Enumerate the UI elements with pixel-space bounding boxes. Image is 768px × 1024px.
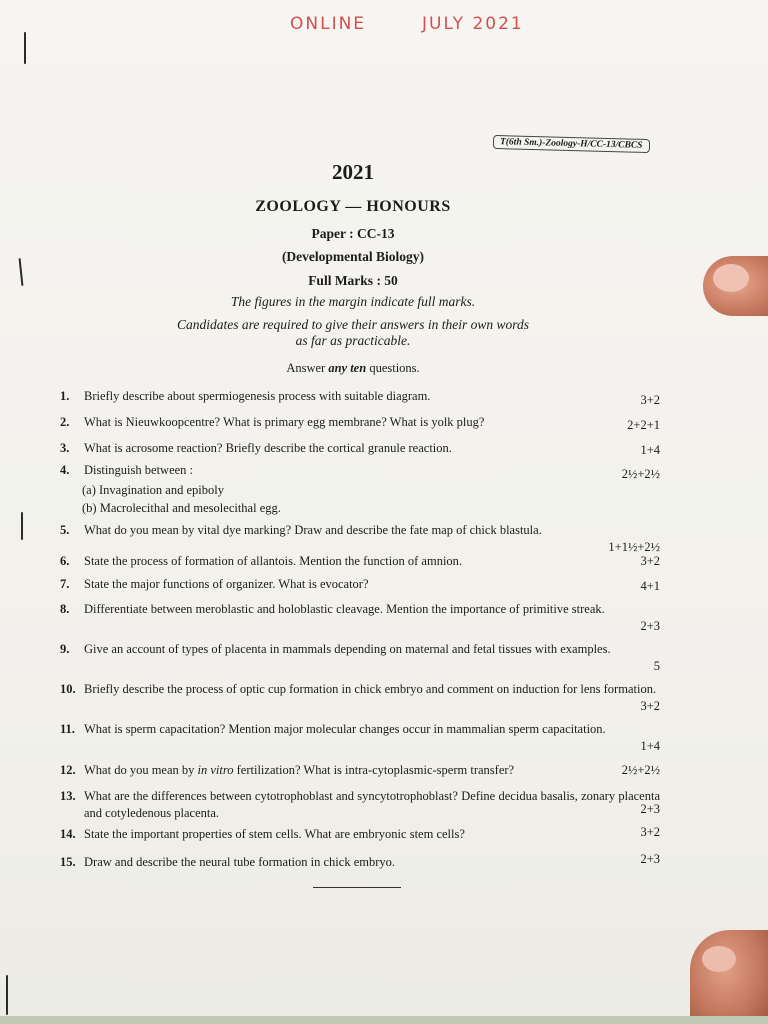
question-number: 15. — [60, 855, 76, 869]
question-text: Differentiate between meroblastic and holoblastic cleavage. Mention the importance of primitive streak. — [84, 602, 605, 616]
handwritten-note-date: JULY 2021 — [422, 14, 524, 34]
question-number: 2. — [60, 415, 70, 429]
question-text: State the process of formation of allantois. Mention the function of amnion. — [84, 554, 463, 568]
paper-code-box: T(6th Sm.)-Zoology-H/CC-13/CBCS — [493, 135, 650, 153]
margin-mark — [6, 975, 8, 1015]
margin-mark — [24, 32, 26, 64]
question-text: What do you mean by vital dye marking? Draw and describe the fate map of chick blastula. — [84, 523, 542, 537]
paper-title: (Developmental Biology) — [281, 249, 425, 264]
question-number: 12. — [60, 763, 76, 777]
question-number: 7. — [60, 577, 70, 591]
question-number: 14. — [60, 827, 76, 841]
paper-number: Paper : CC-13 — [311, 226, 395, 241]
question-text: What is Nieuwkoopcentre? What is primary egg membrane? What is yolk plug? — [84, 415, 485, 429]
margin-mark — [21, 512, 23, 540]
question-marks: 2+3 — [640, 802, 660, 816]
subject-title: ZOOLOGY — HONOURS — [255, 198, 451, 215]
finger-photo-right — [703, 256, 768, 316]
fingernail — [713, 264, 749, 292]
question-marks: 2+3 — [640, 852, 660, 866]
question-text: What are the differences between cytotrophoblast and syncytotrophoblast? Define decidua basalis, zonary placenta and cotyledenous placenta. — [84, 789, 660, 820]
finger-photo-bottom — [690, 930, 768, 1024]
answer-post: questions. — [369, 361, 420, 375]
question-marks: 3+2 — [640, 393, 660, 407]
question-marks: 4+1 — [640, 579, 660, 593]
question-text: What is sperm capacitation? Mention major molecular changes occur in mammalian sperm capacitation. — [84, 722, 606, 736]
question-marks: 2½+2½ — [621, 763, 660, 777]
full-marks: Full Marks : 50 — [308, 273, 398, 288]
answer-emphasis: any ten — [328, 361, 367, 375]
question-number: 8. — [60, 602, 70, 616]
question-marks: 2+3 — [640, 619, 660, 633]
question-text: Draw and describe the neural tube formation in chick embryo. — [84, 855, 395, 869]
question-number: 3. — [60, 441, 70, 455]
question-text — [84, 762, 624, 779]
question-marks: 3+2 — [640, 825, 660, 839]
question-subpart-a: (a) Invagination and epiboly — [82, 483, 224, 497]
question-marks: 5 — [653, 659, 660, 673]
question-text-post: fertilization? What is intra-cytoplasmic-sperm transfer? — [233, 763, 515, 777]
question-number: 11. — [60, 722, 75, 736]
question-text: Briefly describe the process of optic cup formation in chick embryo and comment on induction for lens formation. — [84, 682, 657, 696]
question-number: 10. — [60, 682, 76, 696]
question-text-emphasis: in vitro — [197, 763, 234, 777]
answer-pre: Answer — [286, 361, 326, 375]
question-number: 9. — [60, 642, 70, 656]
question-subpart-b: (b) Macrolecithal and mesolecithal egg. — [82, 501, 281, 515]
question-text-pre: What do you mean by — [84, 763, 198, 777]
question-number: 5. — [60, 523, 70, 537]
question-marks: 2+2+1 — [627, 418, 660, 432]
question-text: Give an account of types of placenta in mammals depending on maternal and fetal tissues with examples. — [84, 642, 611, 656]
end-rule — [313, 887, 401, 888]
question-number: 4. — [60, 463, 70, 477]
instruction-own-words: Candidates are required to give their answers in their own words — [177, 317, 529, 332]
question-text: State the major functions of organizer. What is evocator? — [84, 577, 369, 591]
question-number: 13. — [60, 789, 76, 803]
question-text: State the important properties of stem cells. What are embryonic stem cells? — [84, 827, 465, 841]
fingernail — [702, 946, 736, 972]
instruction-practicable: as far as practicable. — [295, 333, 411, 348]
question-marks: 3+2 — [640, 699, 660, 713]
question-number: 6. — [60, 554, 70, 568]
question-number: 1. — [60, 389, 70, 403]
handwritten-note-online: ONLINE — [290, 14, 367, 34]
question-marks: 1+1½+2½ — [608, 540, 660, 554]
question-marks: 3+2 — [640, 554, 660, 568]
question-marks: 2½+2½ — [621, 467, 660, 481]
question-text: What is acrosome reaction? Briefly describe the cortical granule reaction. — [84, 441, 452, 455]
question-marks: 1+4 — [640, 443, 660, 457]
page-bottom-edge — [0, 1016, 768, 1024]
answer-instruction — [0, 361, 706, 376]
instruction-margin: The figures in the margin indicate full marks. — [230, 294, 476, 309]
question-text: Briefly describe about spermiogenesis process with suitable diagram. — [84, 389, 431, 403]
question-text: Distinguish between : — [84, 463, 194, 477]
exam-year: 2021 — [332, 160, 374, 184]
question-marks: 1+4 — [640, 739, 660, 753]
